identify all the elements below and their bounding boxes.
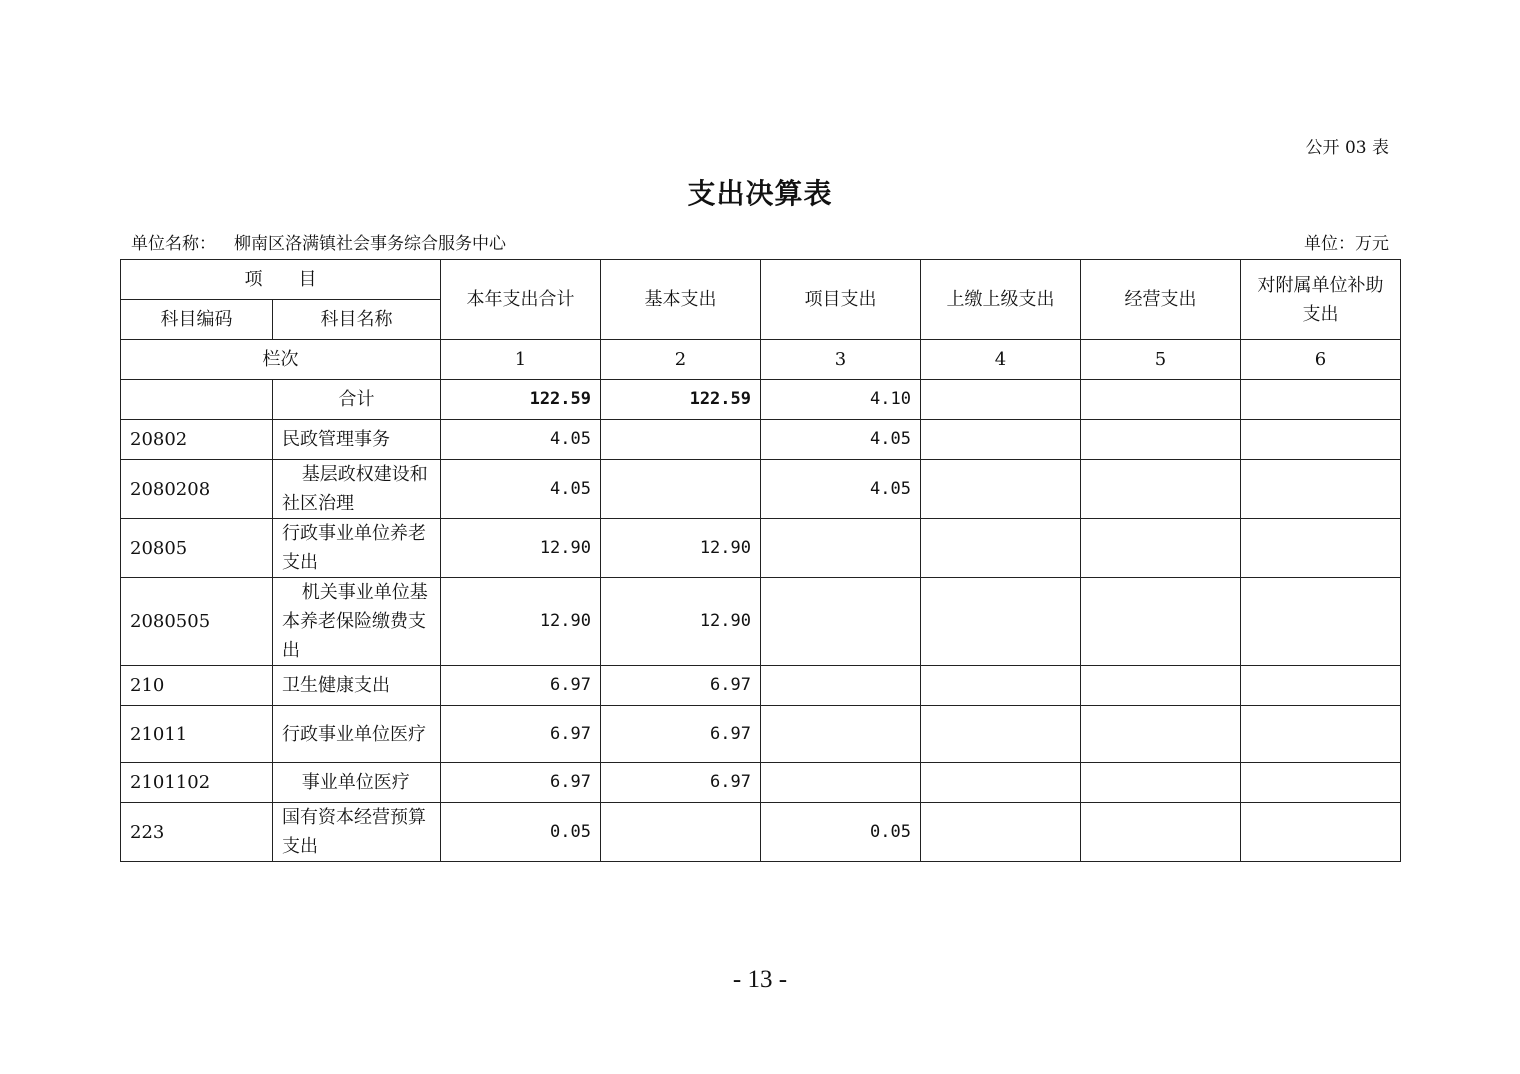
value-cell bbox=[1081, 803, 1241, 862]
value-cell bbox=[1081, 420, 1241, 460]
value-cell bbox=[761, 706, 921, 763]
column-index-cell: 3 bbox=[761, 340, 921, 380]
header-operating-expenditure: 经营支出 bbox=[1081, 260, 1241, 340]
header-basic-expenditure: 基本支出 bbox=[601, 260, 761, 340]
column-index-cell: 4 bbox=[921, 340, 1081, 380]
value-cell bbox=[1081, 706, 1241, 763]
table-row bbox=[121, 519, 1401, 578]
table-row bbox=[121, 763, 1401, 803]
value-cell bbox=[1241, 763, 1401, 803]
currency-unit: 单位：万元 bbox=[1304, 234, 1389, 254]
value-cell bbox=[601, 460, 761, 519]
subject-code: 2101102 bbox=[121, 763, 273, 803]
value-cell bbox=[1241, 519, 1401, 578]
value-cell bbox=[1241, 666, 1401, 706]
value-cell bbox=[1241, 460, 1401, 519]
value-cell: 6.97 bbox=[601, 706, 761, 763]
unit-name-label: 单位名称： bbox=[131, 234, 216, 254]
header-subsidy-line2: 支出 bbox=[1302, 303, 1339, 325]
value-cell bbox=[921, 519, 1081, 578]
value-cell: 6.97 bbox=[601, 763, 761, 803]
value-cell bbox=[1241, 420, 1401, 460]
total-row bbox=[121, 380, 1401, 420]
subject-code: 210 bbox=[121, 666, 273, 706]
header-name: 科目名称 bbox=[273, 300, 441, 340]
value-cell bbox=[1241, 706, 1401, 763]
subject-name: 卫生健康支出 bbox=[273, 666, 441, 706]
value-cell bbox=[761, 763, 921, 803]
header-item: 项 目 bbox=[121, 260, 441, 300]
header-row-1 bbox=[121, 260, 1401, 300]
value-cell bbox=[1081, 460, 1241, 519]
column-index-row bbox=[121, 340, 1401, 380]
subject-code: 2080208 bbox=[121, 460, 273, 519]
value-cell bbox=[601, 420, 761, 460]
value-cell bbox=[1241, 803, 1401, 862]
unit-name: 柳南区洛满镇社会事务综合服务中心 bbox=[234, 234, 506, 254]
value-cell: 6.97 bbox=[601, 666, 761, 706]
subject-name: 国有资本经营预算支出 bbox=[273, 803, 441, 862]
table-row bbox=[121, 420, 1401, 460]
total-label: 合计 bbox=[273, 380, 441, 420]
column-index-label: 栏次 bbox=[121, 340, 441, 380]
value-cell: 12.90 bbox=[441, 578, 601, 666]
subject-code: 223 bbox=[121, 803, 273, 862]
header-subsidy-line1: 对附属单位补助 bbox=[1257, 274, 1384, 296]
subject-name: 基层政权建设和社区治理 bbox=[273, 460, 441, 519]
value-cell bbox=[921, 578, 1081, 666]
column-index-cell: 1 bbox=[441, 340, 601, 380]
value-cell bbox=[761, 578, 921, 666]
subject-name: 行政事业单位养老支出 bbox=[273, 519, 441, 578]
value-cell: 0.05 bbox=[761, 803, 921, 862]
subject-code: 20805 bbox=[121, 519, 273, 578]
unit-info-line bbox=[131, 229, 1389, 254]
value-cell: 6.97 bbox=[441, 666, 601, 706]
header-subsidy-affiliates bbox=[1241, 260, 1401, 340]
value-cell bbox=[921, 666, 1081, 706]
total-value bbox=[1081, 380, 1241, 420]
value-cell bbox=[921, 420, 1081, 460]
total-code-cell bbox=[121, 380, 273, 420]
value-cell bbox=[1081, 763, 1241, 803]
form-number: 公开 03 表 bbox=[1305, 138, 1389, 158]
subject-name: 事业单位医疗 bbox=[273, 763, 441, 803]
value-cell bbox=[601, 803, 761, 862]
value-cell: 4.05 bbox=[761, 460, 921, 519]
expenditure-table bbox=[120, 259, 1401, 862]
value-cell bbox=[1081, 666, 1241, 706]
value-cell: 4.05 bbox=[441, 420, 601, 460]
value-cell bbox=[761, 519, 921, 578]
subject-name: 行政事业单位医疗 bbox=[273, 706, 441, 763]
column-index-cell: 2 bbox=[601, 340, 761, 380]
document-title: 支出决算表 bbox=[687, 177, 833, 210]
page-number: - 13 - bbox=[732, 966, 788, 993]
table-row bbox=[121, 666, 1401, 706]
value-cell: 12.90 bbox=[441, 519, 601, 578]
value-cell: 6.97 bbox=[441, 706, 601, 763]
value-cell bbox=[1081, 519, 1241, 578]
total-value bbox=[921, 380, 1081, 420]
value-cell bbox=[1241, 578, 1401, 666]
value-cell: 0.05 bbox=[441, 803, 601, 862]
table-row bbox=[121, 803, 1401, 862]
subject-code: 20802 bbox=[121, 420, 273, 460]
value-cell bbox=[921, 803, 1081, 862]
column-index-cell: 5 bbox=[1081, 340, 1241, 380]
header-code: 科目编码 bbox=[121, 300, 273, 340]
total-value bbox=[1241, 380, 1401, 420]
total-value: 122.59 bbox=[441, 380, 601, 420]
value-cell bbox=[761, 666, 921, 706]
header-total-expenditure: 本年支出合计 bbox=[441, 260, 601, 340]
subject-name: 民政管理事务 bbox=[273, 420, 441, 460]
value-cell: 6.97 bbox=[441, 763, 601, 803]
value-cell: 4.05 bbox=[441, 460, 601, 519]
value-cell bbox=[1081, 578, 1241, 666]
value-cell bbox=[921, 763, 1081, 803]
subject-code: 2080505 bbox=[121, 578, 273, 666]
total-value: 122.59 bbox=[601, 380, 761, 420]
header-project-expenditure: 项目支出 bbox=[761, 260, 921, 340]
value-cell: 12.90 bbox=[601, 578, 761, 666]
column-index-cell: 6 bbox=[1241, 340, 1401, 380]
value-cell: 4.05 bbox=[761, 420, 921, 460]
subject-name: 机关事业单位基本养老保险缴费支出 bbox=[273, 578, 441, 666]
value-cell bbox=[921, 460, 1081, 519]
unit-name-group bbox=[131, 229, 506, 254]
value-cell: 12.90 bbox=[601, 519, 761, 578]
table-row bbox=[121, 460, 1401, 519]
table-row bbox=[121, 706, 1401, 763]
subject-code: 21011 bbox=[121, 706, 273, 763]
table-row bbox=[121, 578, 1401, 666]
header-remit-superior: 上缴上级支出 bbox=[921, 260, 1081, 340]
total-value: 4.10 bbox=[761, 380, 921, 420]
value-cell bbox=[921, 706, 1081, 763]
